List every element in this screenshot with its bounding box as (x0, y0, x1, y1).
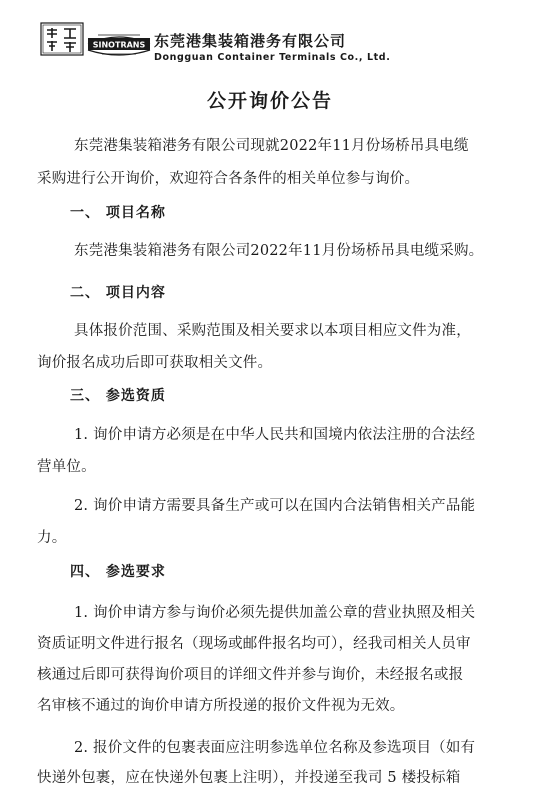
qualification-2-line-2: 力。 (37, 530, 67, 546)
sinotrans-logo (86, 26, 152, 60)
qualification-1-line-2: 营单位。 (37, 459, 96, 475)
requirement-1-line-1: 1. 询价申请方参与询价必须先提供加盖公章的营业执照及相关 (74, 605, 476, 621)
qualification-2-line-1: 2. 询价申请方需要具备生产或可以在国内合法销售相关产品能 (74, 498, 476, 514)
sinotrans-logo-text: SINOTRANS (92, 40, 146, 50)
company-name-en: Dongguan Container Terminals Co., Ltd. (154, 52, 391, 63)
document-title: 公开询价公告 (206, 90, 333, 112)
section-heading-1: 一、 项目名称 (70, 205, 166, 221)
company-name-cn: 东莞港集装箱港务有限公司 (154, 32, 347, 50)
section-2-line-1: 具体报价范围、采购范围及相关要求以本项目相应文件为准， (74, 323, 471, 339)
requirement-1-line-4: 名审核不通过的询价申请方所投递的报价文件视为无效。 (37, 698, 405, 714)
intro-line-1: 东莞港集装箱港务有限公司现就2022年11月份场桥吊具电缆 (74, 138, 469, 154)
section-heading-4: 四、 参选要求 (70, 564, 166, 580)
requirement-2-line-2: 快递外包裹，应在快递外包裹上注明），并投递至我司 5 楼投标箱 (37, 770, 461, 786)
intro-line-2: 采购进行公开询价，欢迎符合各条件的相关单位参与询价。 (37, 171, 420, 187)
section-1-line-1: 东莞港集装箱港务有限公司2022年11月份场桥吊具电缆采购。 (74, 243, 484, 259)
requirement-1-line-3: 核通过后即可获得询价项目的详细文件并参与询价，未经报名或报 (37, 667, 464, 683)
section-2-line-2: 询价报名成功后即可获取相关文件。 (37, 355, 273, 371)
section-heading-2: 二、 项目内容 (70, 285, 166, 301)
company-seal-logo (40, 22, 84, 56)
section-heading-3: 三、 参选资质 (70, 388, 166, 404)
requirement-2-line-1: 2. 报价文件的包裹表面应注明参选单位名称及参选项目（如有 (74, 740, 476, 756)
qualification-1-line-1: 1. 询价申请方必须是在中华人民共和国境内依法注册的合法经 (74, 427, 476, 443)
letterhead (0, 0, 540, 78)
requirement-1-line-2: 资质证明文件进行报名（现场或邮件报名均可），经我司相关人员审 (37, 636, 471, 652)
